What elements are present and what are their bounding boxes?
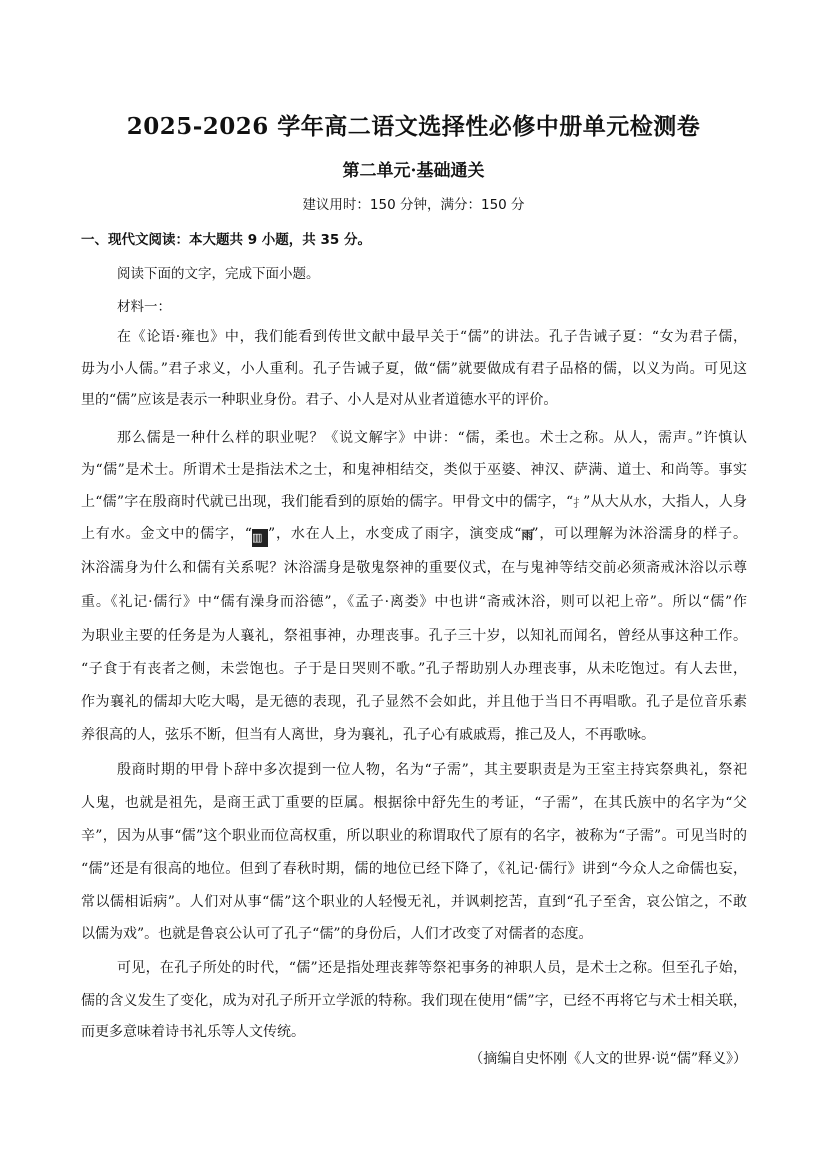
paragraph-line: 而更多意味着诗书礼乐等人文传统。 [81,1024,305,1040]
section-heading: 一、现代文阅读：本大题共 9 小题，共 35 分。 [81,232,371,248]
page-title: 2025-2026 学年高二语文选择性必修中册单元检测卷 [126,113,701,140]
paragraph-line: 可见，在孔子所处的时代，“儒”还是指处理丧葬等祭祀事务的神职人员，是术士之称。但至孔子始， [117,960,747,976]
paragraph-line: “子食于有丧者之侧，未尝饱也。子于是日哭则不歌。”孔子帮助别人办理丧事，从未吃饱过。有人去世， [81,661,747,677]
paragraph-line: 儒的含义发生了变化，成为对孔子所开立学派的特称。我们现在使用“儒”字，已经不再将它与术士相关联， [81,993,747,1009]
bronze-ru-glyph-icon: ▥ [252,529,268,547]
paragraph-line-with-glyph [81,491,747,511]
paragraph-line: 殷商时期的甲骨卜辞中多次提到一位人物，名为“子需”，其主要职责是为王室主持宾祭典礼，祭祀 [117,762,747,778]
paragraph-text: ”，水在人上，水变成了雨字，演变成“ [267,526,522,542]
paragraph-line: “儒”还是有很高的地位。但到了春秋时期，儒的地位已经下降了，《礼记·儒行》讲到“今众人之命儒也妄， [81,861,747,877]
paragraph-line: 作为襄礼的儒却大吃大喝，是无德的表现，孔子显然不会如此，并且他于当日不再唱歌。孔子是位音乐素 [81,694,747,710]
paragraph-line: 为“儒”是术士。所谓术士是指法术之士，和鬼神相结交，类似于巫婆、神汉、萨满、道士、和尚等。事实 [81,462,747,478]
paragraph-line: 里的“儒”应该是表示一种职业身份。君子、小人是对从业者道德水平的评价。 [81,392,558,408]
instruction-text: 阅读下面的文字，完成下面小题。 [117,266,320,282]
paragraph-line: 辛”，因为从事“儒”这个职业而位高权重，所以职业的称谓取代了原有的名字，被称为“子需”。可见当时的 [81,828,747,844]
paragraph-line-with-glyph [81,523,747,547]
paragraph-text: ”从大从水，大指人，人身 [583,494,747,510]
material-label: 材料一： [117,299,171,315]
evolved-ru-glyph-icon: 雨 [521,528,534,542]
paragraph-line: 以儒为戏”。也就是鲁哀公认可了孔子“儒”的身份后，人们才改变了对儒者的态度。 [81,926,593,942]
paragraph-line: 常以儒相诟病”。人们对从事“儒”这个职业的人轻慢无礼，并讽刺挖苦，直到“孔子至舍，哀公馆之，不敢 [81,894,747,910]
paragraph-text: ”，可以理解为沐浴濡身的样子。 [531,526,747,542]
page-subtitle: 第二单元·基础通关 [342,161,485,181]
oracle-bone-ru-glyph-icon: ⺘ [573,496,586,510]
paragraph-line: 那么儒是一种什么样的职业呢？《说文解字》中讲：“儒，柔也。术士之称。从人，需声。”许慎认 [117,430,747,446]
paragraph-line: 毋为小人儒。”君子求义，小人重利。孔子告诫子夏，做“儒”就要做成有君子品格的儒，以义为尚。可见这 [81,361,747,377]
paragraph-text: 上“儒”字在殷商时代就已出现，我们能看到的原始的儒字。甲骨文中的儒字，“ [81,494,574,510]
source-citation: （摘编自史怀刚《人文的世界·说“儒”释义》） [469,1051,747,1067]
paragraph-line: 沐浴濡身为什么和儒有关系呢？沐浴濡身是敬鬼祭神的重要仪式，在与鬼神等结交前必须斋戒沐浴以示尊 [81,560,747,576]
paragraph-line: 养很高的人，弦乐不断，但当有人离世，身为襄礼，孔子心有戚戚焉，推己及人，不再歌咏。 [81,727,655,743]
paragraph-line: 人鬼，也就是祖先，是商王武丁重要的臣属。根据徐中舒先生的考证，“子需”，在其氏族中的名字为“父 [81,795,747,811]
paragraph-line: 重。《礼记·儒行》中“儒有澡身而浴德”，《孟子·离娄》中也讲“斋戒沐浴，则可以祀上帝”。所以“儒”作 [81,594,747,610]
paragraph-line: 在《论语·雍也》中，我们能看到传世文献中最早关于“儒”的讲法。孔子告诫子夏：“女为君子儒， [117,329,747,345]
paragraph-line: 为职业主要的任务是为人襄礼，祭祖事神，办理丧事。孔子三十岁，以知礼而闻名，曾经从事这种工作。 [81,628,747,644]
exam-meta: 建议用时：150 分钟，满分：150 分 [302,197,525,213]
paragraph-text: 上有水。金文中的儒字，“ [81,526,252,542]
